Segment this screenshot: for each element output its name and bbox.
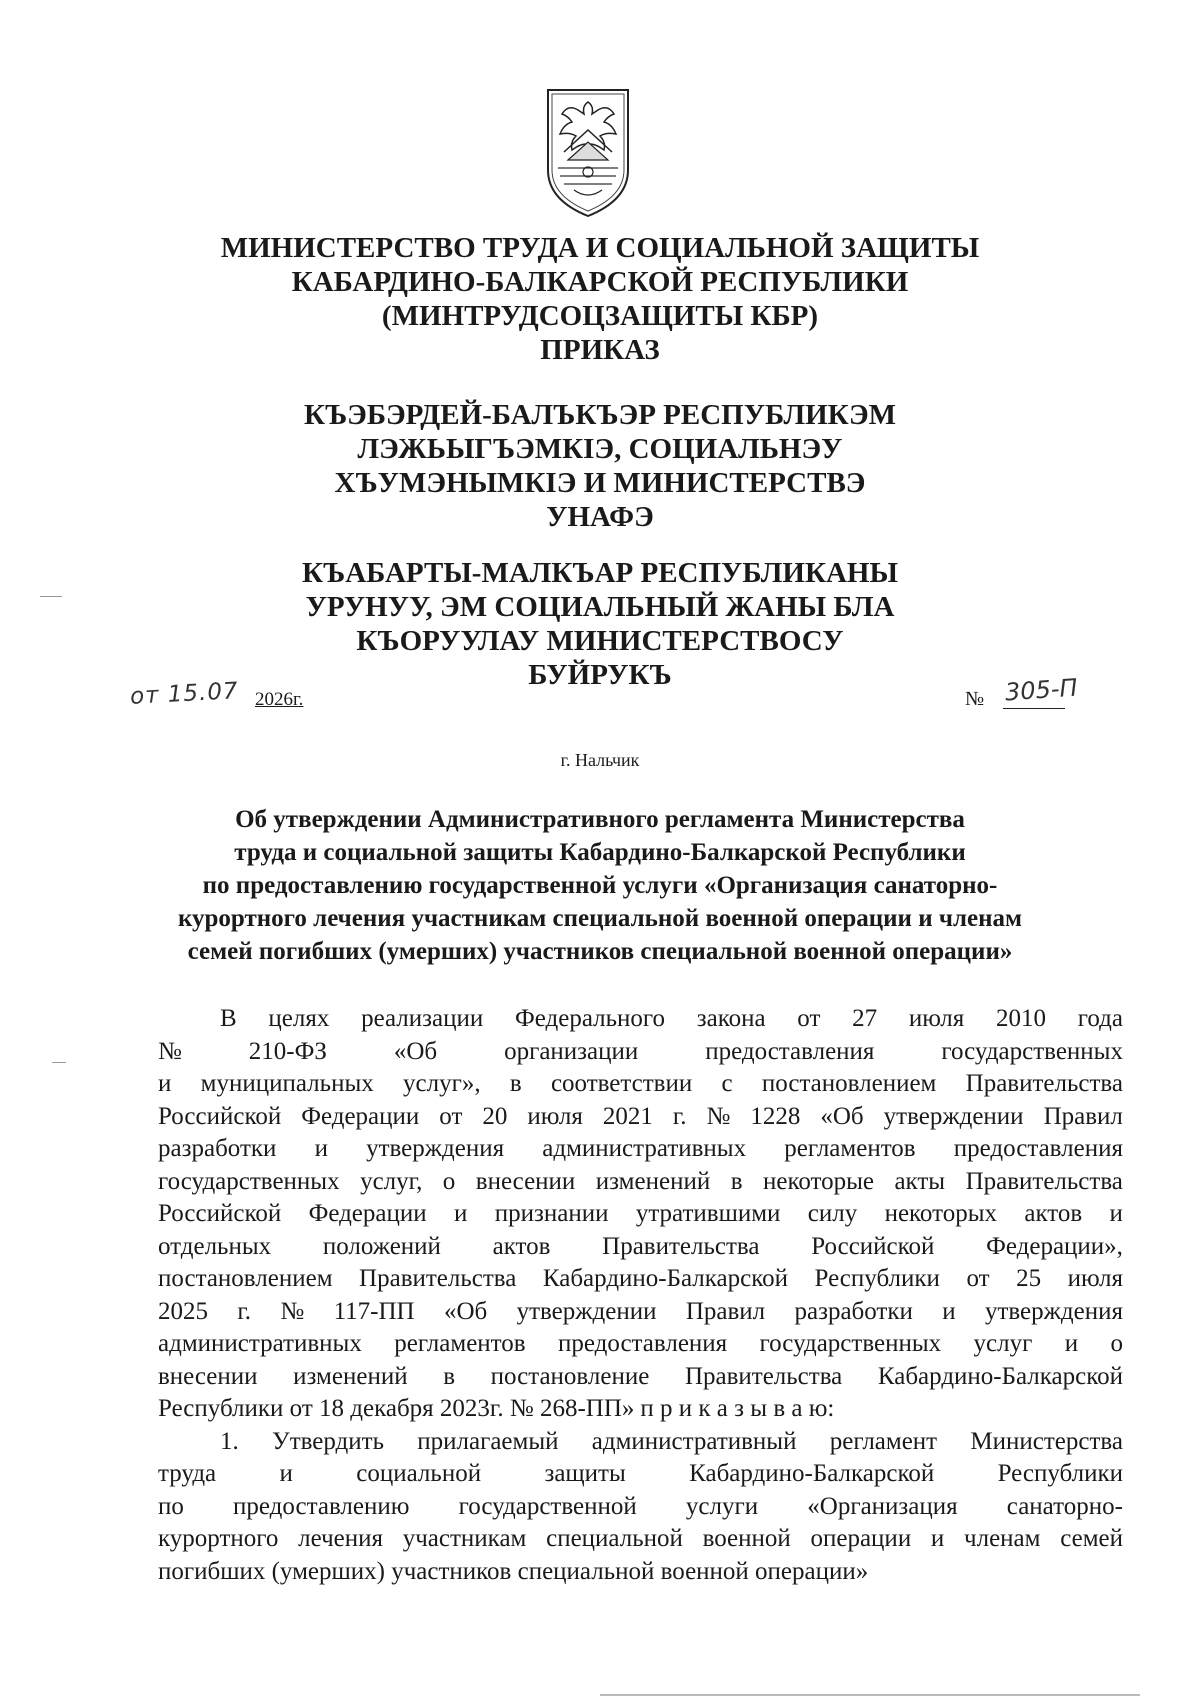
word: Министерства bbox=[970, 1427, 1123, 1455]
word: от bbox=[966, 1265, 990, 1292]
word: регламент bbox=[829, 1427, 938, 1455]
word: 2021 bbox=[602, 1102, 653, 1130]
word: защиты bbox=[544, 1460, 626, 1487]
body-line bbox=[158, 1426, 1123, 1459]
word: регламентов bbox=[394, 1330, 526, 1357]
scan-margin-mark bbox=[40, 596, 62, 597]
word: Российской bbox=[158, 1102, 282, 1130]
word: Республики bbox=[814, 1265, 940, 1292]
word: акты bbox=[894, 1167, 946, 1195]
word: социальной bbox=[356, 1460, 482, 1487]
word: 117-ПП bbox=[333, 1297, 415, 1325]
word: предоставления bbox=[705, 1037, 875, 1065]
document-type: ПРИКАЗ bbox=[540, 334, 660, 366]
word: постановление bbox=[490, 1362, 650, 1390]
header-line: КАБАРДИНО-БАЛКАРСКОЙ РЕСПУБЛИКИ bbox=[291, 266, 909, 298]
word: изменений bbox=[293, 1362, 408, 1390]
word: утверждении bbox=[883, 1102, 1024, 1130]
word: Федерации bbox=[301, 1102, 420, 1130]
word: утверждении bbox=[516, 1297, 657, 1325]
word: № bbox=[280, 1297, 305, 1325]
word: участникам bbox=[402, 1525, 527, 1552]
word: предоставления bbox=[557, 1330, 728, 1357]
word: «Об bbox=[393, 1037, 438, 1065]
date-year: 2026г. bbox=[255, 689, 304, 710]
word: 1228 bbox=[750, 1102, 801, 1130]
document-title bbox=[100, 803, 1100, 968]
word: отдельных bbox=[158, 1232, 272, 1260]
word: июля bbox=[908, 1005, 965, 1032]
word: государственных bbox=[941, 1037, 1123, 1065]
word: актов bbox=[1024, 1200, 1083, 1227]
word: утверждения bbox=[984, 1297, 1123, 1325]
word: закона bbox=[696, 1005, 766, 1032]
body-line bbox=[158, 1198, 1123, 1231]
word: и bbox=[1064, 1330, 1079, 1357]
word: Российской bbox=[811, 1232, 935, 1260]
word: Правительства bbox=[684, 1362, 843, 1390]
word: в bbox=[509, 1070, 522, 1097]
word: о bbox=[1110, 1330, 1123, 1357]
word: по bbox=[158, 1492, 184, 1520]
word: разработки bbox=[158, 1135, 277, 1162]
word: 2010 bbox=[995, 1005, 1046, 1032]
word: Российской bbox=[158, 1200, 282, 1227]
word: лечения bbox=[298, 1525, 384, 1552]
word: с bbox=[721, 1070, 733, 1097]
body-line bbox=[158, 1036, 1123, 1069]
body-line bbox=[158, 1231, 1123, 1264]
coat-of-arms-emblem bbox=[538, 82, 638, 222]
word: предоставления bbox=[953, 1135, 1123, 1162]
word: в bbox=[730, 1167, 743, 1195]
footer-rule bbox=[600, 1694, 1140, 1696]
word: утверждения bbox=[366, 1135, 505, 1162]
body-line bbox=[158, 1068, 1123, 1101]
header-line: МИНИСТЕРСТВО ТРУДА И СОЦИАЛЬНОЙ ЗАЩИТЫ bbox=[220, 232, 980, 264]
title-line: труда и социальной защиты Кабардино-Балкарской Республики bbox=[234, 839, 966, 866]
word: курортного bbox=[158, 1525, 279, 1552]
document-body bbox=[158, 1003, 1123, 1588]
header-line: КЪАБАРТЫ-МАЛКЪАР РЕСПУБЛИКАНЫ bbox=[302, 557, 898, 589]
ministry-header-kabardian bbox=[0, 398, 1200, 534]
body-line bbox=[158, 1458, 1123, 1491]
scan-margin-mark bbox=[52, 1062, 66, 1063]
word: и bbox=[279, 1460, 293, 1487]
word: г. bbox=[672, 1102, 687, 1130]
order-number bbox=[965, 673, 1115, 714]
word: и bbox=[453, 1200, 468, 1227]
word: административный bbox=[591, 1427, 797, 1455]
word: Республики bbox=[997, 1460, 1123, 1487]
word: 2025 bbox=[158, 1297, 208, 1325]
word: разработки bbox=[794, 1297, 913, 1325]
word: Кабардино-Балкарской bbox=[542, 1265, 788, 1292]
word: государственной bbox=[458, 1492, 637, 1520]
word: постановлением bbox=[761, 1070, 937, 1097]
word: административных bbox=[542, 1135, 747, 1162]
word: «Об bbox=[443, 1297, 488, 1325]
body-line bbox=[158, 1263, 1123, 1296]
word: военной bbox=[702, 1525, 791, 1552]
order-date bbox=[129, 678, 330, 715]
word: Федерации», bbox=[986, 1232, 1123, 1260]
body-line-text: Республики от 18 декабря 2023г. № 268-ПП» bbox=[158, 1395, 635, 1422]
word: государственных bbox=[759, 1330, 942, 1357]
title-line: курортного лечения участникам специальной военной операции и членам bbox=[177, 905, 1023, 932]
handwritten-date: от 15.07 bbox=[129, 678, 240, 710]
title-line: Об утверждении Административного регламента Министерства bbox=[235, 806, 965, 833]
word: семей bbox=[1060, 1525, 1123, 1552]
body-line bbox=[158, 1003, 1123, 1036]
word: Федерации bbox=[308, 1200, 427, 1227]
word: внесении bbox=[158, 1362, 258, 1390]
header-line: КЪЭБЭРДЕЙ-БАЛЪКЪЭР РЕСПУБЛИКЭМ bbox=[303, 399, 897, 431]
word: и bbox=[158, 1070, 172, 1097]
word: от bbox=[797, 1005, 821, 1032]
body-line bbox=[158, 1361, 1123, 1394]
word: в bbox=[443, 1362, 456, 1390]
header-line: ЛЭЖЬЫГЪЭМКIЭ, СОЦИАЛЬНЭУ bbox=[357, 433, 843, 465]
word: соответствии bbox=[550, 1070, 693, 1097]
word: членам bbox=[964, 1525, 1041, 1552]
word: некоторые bbox=[762, 1167, 874, 1195]
word: 210-ФЗ bbox=[248, 1037, 327, 1065]
word: и bbox=[1109, 1200, 1123, 1227]
word: Правительства bbox=[602, 1232, 760, 1260]
body-line bbox=[158, 1166, 1123, 1199]
word: № bbox=[706, 1102, 731, 1130]
word: организации bbox=[504, 1037, 639, 1065]
title-line: по предоставлению государственной услуги «Организация санаторно- bbox=[202, 872, 998, 899]
word: услуг bbox=[973, 1330, 1033, 1357]
word: и bbox=[930, 1525, 945, 1552]
word: труда bbox=[158, 1460, 217, 1487]
word: регламентов bbox=[784, 1135, 916, 1162]
word: г. bbox=[237, 1297, 252, 1325]
word: о bbox=[442, 1167, 456, 1195]
word: 25 bbox=[1016, 1265, 1042, 1292]
ministry-header-russian bbox=[0, 231, 1200, 367]
word: операции bbox=[810, 1525, 912, 1552]
word: санаторно- bbox=[1006, 1492, 1123, 1520]
word: Утвердить bbox=[272, 1427, 384, 1455]
word: года bbox=[1077, 1005, 1123, 1032]
word: административных bbox=[158, 1330, 362, 1357]
word: специальной bbox=[546, 1525, 683, 1552]
word: услуг», bbox=[403, 1070, 481, 1097]
word: предоставлению bbox=[233, 1492, 410, 1520]
word: постановлением bbox=[158, 1265, 333, 1292]
body-line bbox=[158, 1328, 1123, 1361]
word: целях bbox=[268, 1005, 330, 1032]
word: утратившими bbox=[635, 1200, 781, 1227]
handwritten-number: 305-П bbox=[1004, 673, 1079, 707]
word: прилагаемый bbox=[417, 1427, 559, 1455]
word: услуги bbox=[685, 1492, 759, 1520]
word: 20 bbox=[482, 1102, 508, 1130]
word: 1. bbox=[220, 1427, 239, 1455]
word: и bbox=[314, 1135, 328, 1162]
word: Правительства bbox=[965, 1167, 1123, 1195]
document-type: УНАФЭ bbox=[546, 501, 654, 533]
word: июля bbox=[1067, 1265, 1123, 1292]
number-underline bbox=[1003, 708, 1065, 709]
word: 27 bbox=[852, 1005, 878, 1032]
word: «Об bbox=[820, 1102, 864, 1130]
title-line: семей погибших (умерших) участников специальной военной операции» bbox=[187, 938, 1013, 965]
word: № bbox=[158, 1037, 182, 1065]
body-line bbox=[158, 1133, 1123, 1166]
word: внесении bbox=[475, 1167, 576, 1195]
order-item-1 bbox=[158, 1426, 1123, 1589]
number-sign: № bbox=[965, 688, 985, 710]
word: Кабардино-Балкарской bbox=[689, 1460, 935, 1487]
word: Правительства bbox=[359, 1265, 517, 1292]
city: г. Нальчик bbox=[560, 750, 640, 770]
word: Правительства bbox=[965, 1070, 1123, 1097]
header-line: ХЪУМЭНЫМКIЭ И МИНИСТЕРСТВЭ bbox=[334, 467, 866, 499]
ministry-header-balkar bbox=[0, 556, 1200, 692]
word: некоторых bbox=[884, 1200, 997, 1227]
word: Правил bbox=[685, 1297, 766, 1325]
body-line bbox=[158, 1296, 1123, 1329]
body-line bbox=[158, 1523, 1123, 1556]
word: государственных bbox=[158, 1167, 340, 1195]
word: Федерального bbox=[514, 1005, 666, 1032]
word: Правил bbox=[1043, 1102, 1123, 1130]
word: реализации bbox=[361, 1005, 484, 1032]
body-line bbox=[158, 1393, 1123, 1426]
word: июля bbox=[527, 1102, 583, 1130]
preamble-paragraph bbox=[158, 1003, 1123, 1426]
word: от bbox=[439, 1102, 463, 1130]
word: муниципальных bbox=[200, 1070, 374, 1097]
word: актов bbox=[492, 1232, 551, 1260]
header-line: УРУНУУ, ЭМ СОЦИАЛЬНЫЙ ЖАНЫ БЛА bbox=[305, 591, 895, 623]
word: В bbox=[220, 1005, 237, 1032]
header-line: КЪОРУУЛАУ МИНИСТЕРСТВОСУ bbox=[356, 625, 844, 657]
body-line bbox=[158, 1491, 1123, 1524]
word: признании bbox=[494, 1200, 609, 1227]
body-line bbox=[158, 1101, 1123, 1134]
word: положений bbox=[322, 1232, 441, 1260]
word: «Организация bbox=[807, 1492, 958, 1520]
word: силу bbox=[807, 1200, 858, 1227]
document-type: БУЙРУКЪ bbox=[528, 659, 672, 691]
body-line: погибших (умерших) участников специальной военной операции» bbox=[158, 1557, 869, 1585]
word: услуг, bbox=[360, 1167, 423, 1195]
header-line: (МИНТРУДСОЦЗАЩИТЫ КБР) bbox=[381, 300, 819, 332]
word: изменений bbox=[595, 1167, 711, 1195]
word: Кабардино-Балкарской bbox=[877, 1362, 1123, 1390]
word: и bbox=[942, 1297, 956, 1325]
order-directive: п р и к а з ы в а ю: bbox=[640, 1395, 835, 1422]
